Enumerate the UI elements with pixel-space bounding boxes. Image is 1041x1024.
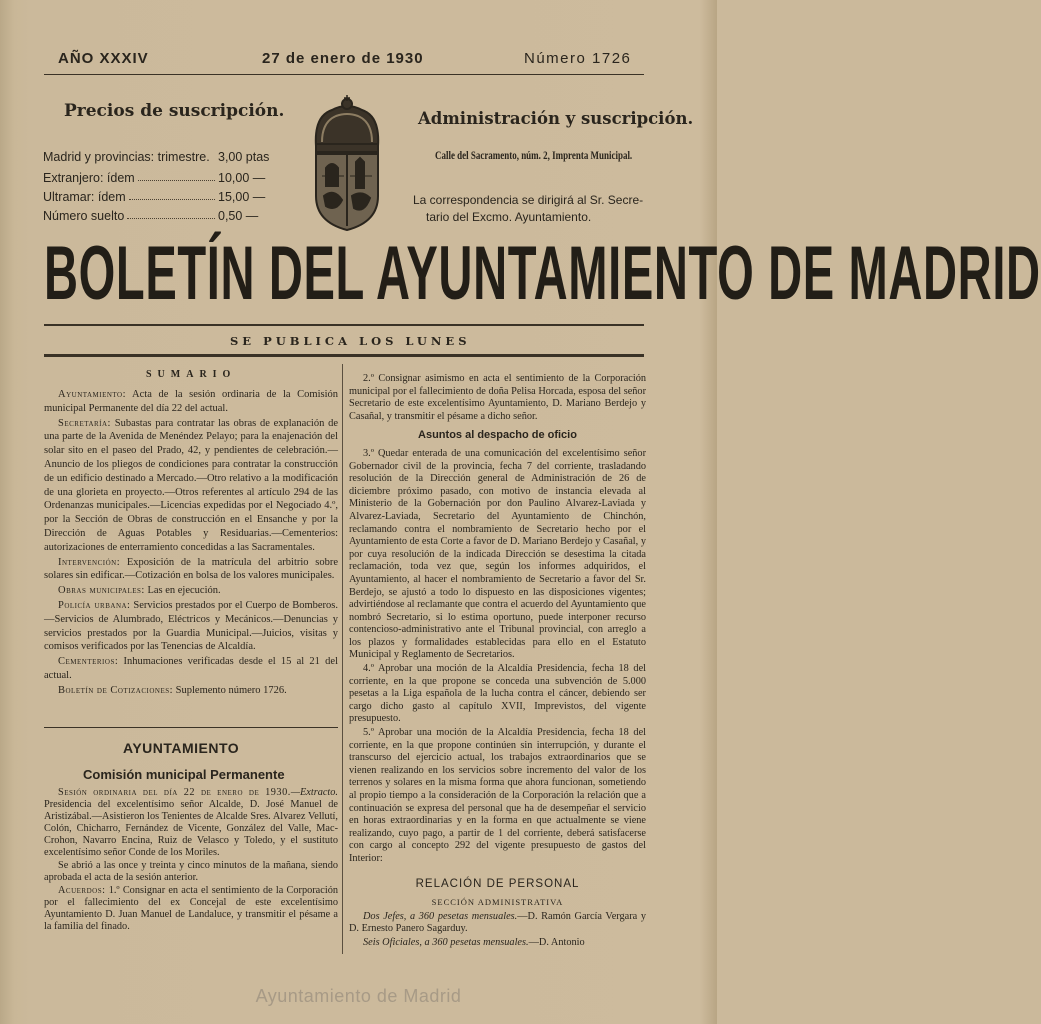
summary-item: Obras municipales: Las en ejecución. bbox=[58, 585, 221, 597]
admin-note-line1: La correspondencia se dirigirá al Sr. Secre- bbox=[413, 193, 644, 207]
price-row: Ultramar: ídem 15,00 — bbox=[43, 190, 266, 204]
column-divider bbox=[342, 364, 343, 954]
agreement-2: 2.º Consignar asimismo en acta el sentimiento de la Corporación municipal por el fallecimiento de doña Pelisa Horcada, esposa del señor Secretario de este excelentísimo Ayuntamiento, D. Mariano Berdejo y Casañal, y transmitir el pésame a dicho señor. bbox=[349, 373, 646, 422]
issue-date: 27 de enero de 1930 bbox=[262, 50, 424, 67]
right-column-body bbox=[349, 373, 646, 951]
subscription-title: Precios de suscripción. bbox=[64, 101, 285, 121]
asuntos-heading: Asuntos al despacho de oficio bbox=[418, 429, 577, 442]
ayuntamiento-heading: AYUNTAMIENTO bbox=[123, 740, 240, 756]
summary-item: Secretaría: Subastas para contratar las obras de explanación de una parte de la Avenida de Menéndez Pelayo; para la enajenación del solar sito en el paseo del Prado, 42, y pendientes de celebración.—Anuncio de los pliegos de condiciones para contratar la construcción de un edificio destinado a Mercado.—Otro relativo a la modificación de una glorieta en proyecto.—Otros referentes al artículo 294 de las Ordenanzas municipales.—Licencias expedidas por el Negociado 4.º, por la Sección de Obras de construcción en el Ensanche y por la Dirección de Aguas Potables y Residuarias.—Cementerios: autorizaciones de enterramiento concedidas a las Sacramentales. bbox=[44, 417, 338, 553]
madrid-coat-of-arms-emblem bbox=[308, 96, 386, 237]
archive-watermark: Ayuntamiento de Madrid bbox=[255, 986, 462, 1006]
price-row: Número suelto 0,50 — bbox=[43, 209, 259, 223]
summary-rule bbox=[44, 727, 338, 728]
issue-year: AÑO XXXIV bbox=[58, 50, 149, 67]
admin-title: Administración y suscripción. bbox=[418, 109, 694, 128]
summary-list bbox=[44, 388, 338, 699]
summary-item: Intervención: Exposición de la matrícula del arbitrio sobre solares sin edificar.—Cotización en bolsa de los valores municipales. bbox=[44, 556, 338, 582]
agreement-3: 3.º Quedar enterada de una comunicación del excelentísimo señor Gobernador civil de la provincia, fecha 7 del corriente, trasladando resolución de la Dirección general de Administración de 26 de diciembre próximo pasado, con motivo de instancia elevada al Ministerio de la Gobernación por don Paulino Alvarez-Laviada y Alvarez-Laviada, Secretario del Ayuntamiento de Chinchón, reclamando contra el nombramiento de Secretario hecho por el Ayuntamiento de esta Corte a favor de D. Mariano Berdejo y Casañal, y por cuya resolución de la indicada Dirección se desestima la citada reclamación, toda vez que, según los informes adquiridos, el Ayuntamiento, al hacer el nombramiento de Secretario a favor del Sr. Berdejo, se ajustó a todo lo dispuesto en las disposiciones vigentes; advirtiéndose al reclamante que contra el acuerdo del Ayuntamiento que nombró Secretario, si lo estima oportuno, puede interponer recurso contencioso-administrativo ante el Tribunal provincial, con arreglo a los plazos y formalidades establecidas para ello en el Estatuto Municipal y Reglamento de Secretarios. bbox=[349, 447, 646, 661]
agreement-5: 5.º Aprobar una moción de la Alcaldía Presidencia, fecha 18 del corriente, en la que propone continúen sin interrupción, y durante el transcurso del ejercicio actual, los trabajos extraordinarios que se vienen realizando en los servicios sobre incremento del valor de los terrenos y solares en la misma forma que ahora funcionan, sometiendo al propio tiempo a la consideración de la Corporación la relación que a continuación se expresa del personal que ha de desempeñar el servicio en horas extraordinarias y en la forma en que actualmente se viene realizando, cuyo pago, a partir de 1 del corriente, deberá satisfacerse con cargo al concepto 292 del vigente presupuesto de gastos del Interior: bbox=[349, 727, 646, 864]
admin-address: Calle del Sacramento, núm. 2, Imprenta Municipal. bbox=[435, 150, 633, 162]
summary-title: SUMARIO bbox=[146, 369, 237, 380]
personnel-row: Dos Jefes, a 360 pesetas mensuales.—D. Ramón García Vergara y D. Ernesto Panero Sagarduy. bbox=[349, 910, 646, 935]
relacion-heading: RELACIÓN DE PERSONAL bbox=[415, 877, 580, 890]
personnel-row: Seis Oficiales, a 360 pesetas mensuales.—D. Antonio bbox=[363, 936, 585, 948]
agreement-4: 4.º Aprobar una moción de la Alcaldía Presidencia, fecha 18 del corriente, en la que propone se conceda una subvención de 5.000 pesetas a la Liga española de la lucha contra el cáncer, debiendo ser cargo dicho gasto al capítulo XVII, Imprevistos, del vigente presupuesto. bbox=[349, 663, 646, 725]
comision-subheading: Comisión municipal Permanente bbox=[83, 767, 285, 782]
summary-item: Ayuntamiento: Acta de la sesión ordinaria de la Comisión municipal Permanente del día 22 del actual. bbox=[44, 389, 338, 414]
admin-note-line2: tario del Excmo. Ayuntamiento. bbox=[426, 210, 592, 224]
price-row: Extranjero: ídem 10,00 — bbox=[43, 171, 266, 185]
publication-schedule: SE PUBLICA LOS LUNES bbox=[230, 334, 471, 348]
summary-item: Cementerios: Inhumaciones verificadas desde el 15 al 21 del actual. bbox=[44, 656, 338, 681]
price-row: Madrid y provincias: trimestre. 3,00 ptas bbox=[43, 150, 270, 164]
header-rule bbox=[44, 74, 644, 75]
summary-item: Policía urbana: Servicios prestados por el Cuerpo de Bomberos.—Servicios de Alumbrado, Eléctricos y Mecánicos.—Denuncias y servicios prestados por la Guardia Municipal.—Juicios, visitas y comisos verificados por las Tenencias de Alcaldía. bbox=[44, 599, 338, 653]
double-rule bbox=[44, 354, 644, 357]
masthead-rule bbox=[44, 324, 644, 326]
seccion-heading: SECCIÓN ADMINISTRATIVA bbox=[431, 897, 564, 908]
summary-item: Boletín de Cotizaciones: Suplemento número 1726. bbox=[58, 684, 287, 696]
ayuntamiento-body: Sesión ordinaria del día 22 de enero de 1930.—Extracto. Presidencia del excelentísimo señor Alcalde, D. José Manuel de Aristizábal.—Asistieron los Tenientes de Alcalde Sres. Alvarez Vellutí, Colón, Chicharro, Fernández de Vicente, González del Valle, Mac-Crohon, Navarro Encina, Ruiz de Velasco y Toledo, y el sustituto excelentísimo señor Conde de los Moriles. Se abrió a las once y treinta y cinco minutos de la mañana, siendo aprobada el acta de la sesión anterior. Acuerdos: 1.º Consignar en acta el sentimiento de la Corporación por el fallecimiento del ex Concejal de este excelentísimo Ayuntamiento D. Juan Manuel de Landaluce, y transmitir el pésame a la familia del finado. bbox=[44, 787, 338, 932]
masthead-title: BOLETÍN DEL AYUNTAMIENTO DE MADRID bbox=[44, 231, 1041, 316]
issue-number: Número 1726 bbox=[524, 50, 632, 67]
